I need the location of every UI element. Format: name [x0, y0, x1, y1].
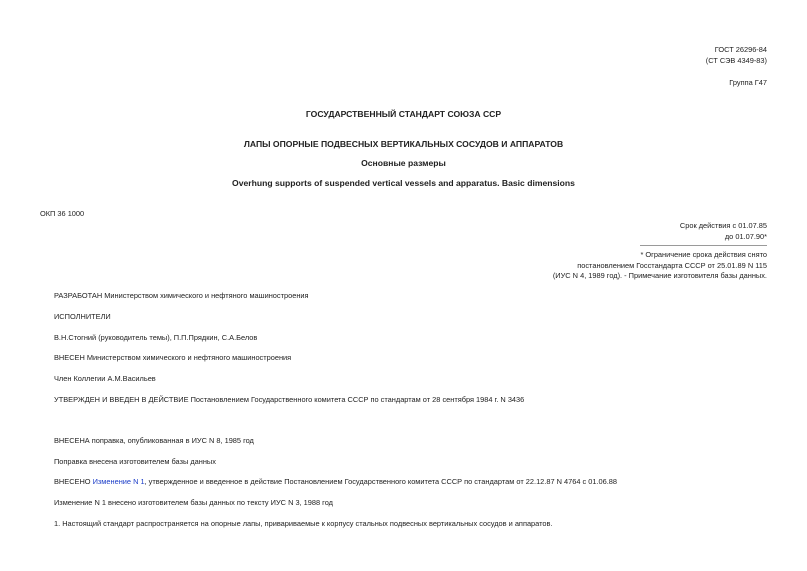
- amendment-link[interactable]: Изменение N 1: [92, 477, 145, 486]
- group-label: Группа Г47: [729, 78, 767, 87]
- developed-by: РАЗРАБОТАН Министерством химического и нефтяного машиностроения: [54, 291, 309, 300]
- clause-1: 1. Настоящий стандарт распространяется на опорные лапы, привариваемые к корпусу стальных подвесных вертикальных сосудов и аппаратов.: [54, 519, 553, 528]
- amendment-statement: [54, 477, 617, 486]
- document-title: ЛАПЫ ОПОРНЫЕ ПОДВЕСНЫХ ВЕРТИКАЛЬНЫХ СОСУДОВ И АППАРАТОВ: [243, 139, 564, 149]
- correction-statement: ВНЕСЕНА поправка, опубликованная в ИУС N 8, 1985 год: [54, 436, 254, 445]
- footnote-divider: [640, 245, 767, 246]
- footnote-line-1: * Ограничение срока действия снято: [640, 250, 767, 259]
- approved-statement: УТВЕРЖДЕН И ВВЕДЕН В ДЕЙСТВИЕ Постановлением Государственного комитета СССР по стандартам от 28 сентября 1984 г. N 3436: [54, 395, 525, 404]
- document-title-en: Overhung supports of suspended vertical vessels and apparatus. Basic dimensions: [232, 178, 575, 188]
- correction-note: Поправка внесена изготовителем базы данных: [54, 457, 216, 466]
- st-sev-number: (СТ СЭВ 4349-83): [705, 56, 767, 65]
- executors-heading: ИСПОЛНИТЕЛИ: [54, 312, 111, 321]
- board-member: Член Коллегии А.М.Васильев: [54, 374, 156, 383]
- footnote-line-3: (ИУС N 4, 1989 год). - Примечание изготовителя базы данных.: [552, 271, 767, 280]
- amendment-note: Изменение N 1 внесено изготовителем базы данных по тексту ИУС N 3, 1988 год: [54, 498, 333, 507]
- amendment-suffix: , утвержденное и введенное в действие Постановлением Государственного комитета СССР по стандартам от 22.12.87 N 4764 с 01.06.88: [144, 477, 618, 486]
- okp-code: ОКП 36 1000: [40, 209, 85, 218]
- gost-number: ГОСТ 26296-84: [714, 45, 767, 54]
- introduced-by: ВНЕСЕН Министерством химического и нефтяного машиностроения: [54, 353, 292, 362]
- document-subtitle: Основные размеры: [361, 158, 446, 168]
- state-standard-title: ГОСУДАРСТВЕННЫЙ СТАНДАРТ СОЮЗА ССР: [305, 109, 502, 119]
- validity-end: до 01.07.90*: [724, 232, 767, 241]
- executors-names: В.Н.Стогний (руководитель темы), П.П.Прядкин, С.А.Белов: [54, 333, 258, 342]
- validity-start: Срок действия с 01.07.85: [679, 221, 767, 230]
- footnote-line-2: постановлением Госстандарта СССР от 25.01.89 N 115: [577, 261, 767, 270]
- amendment-prefix: ВНЕСЕНО: [54, 477, 93, 486]
